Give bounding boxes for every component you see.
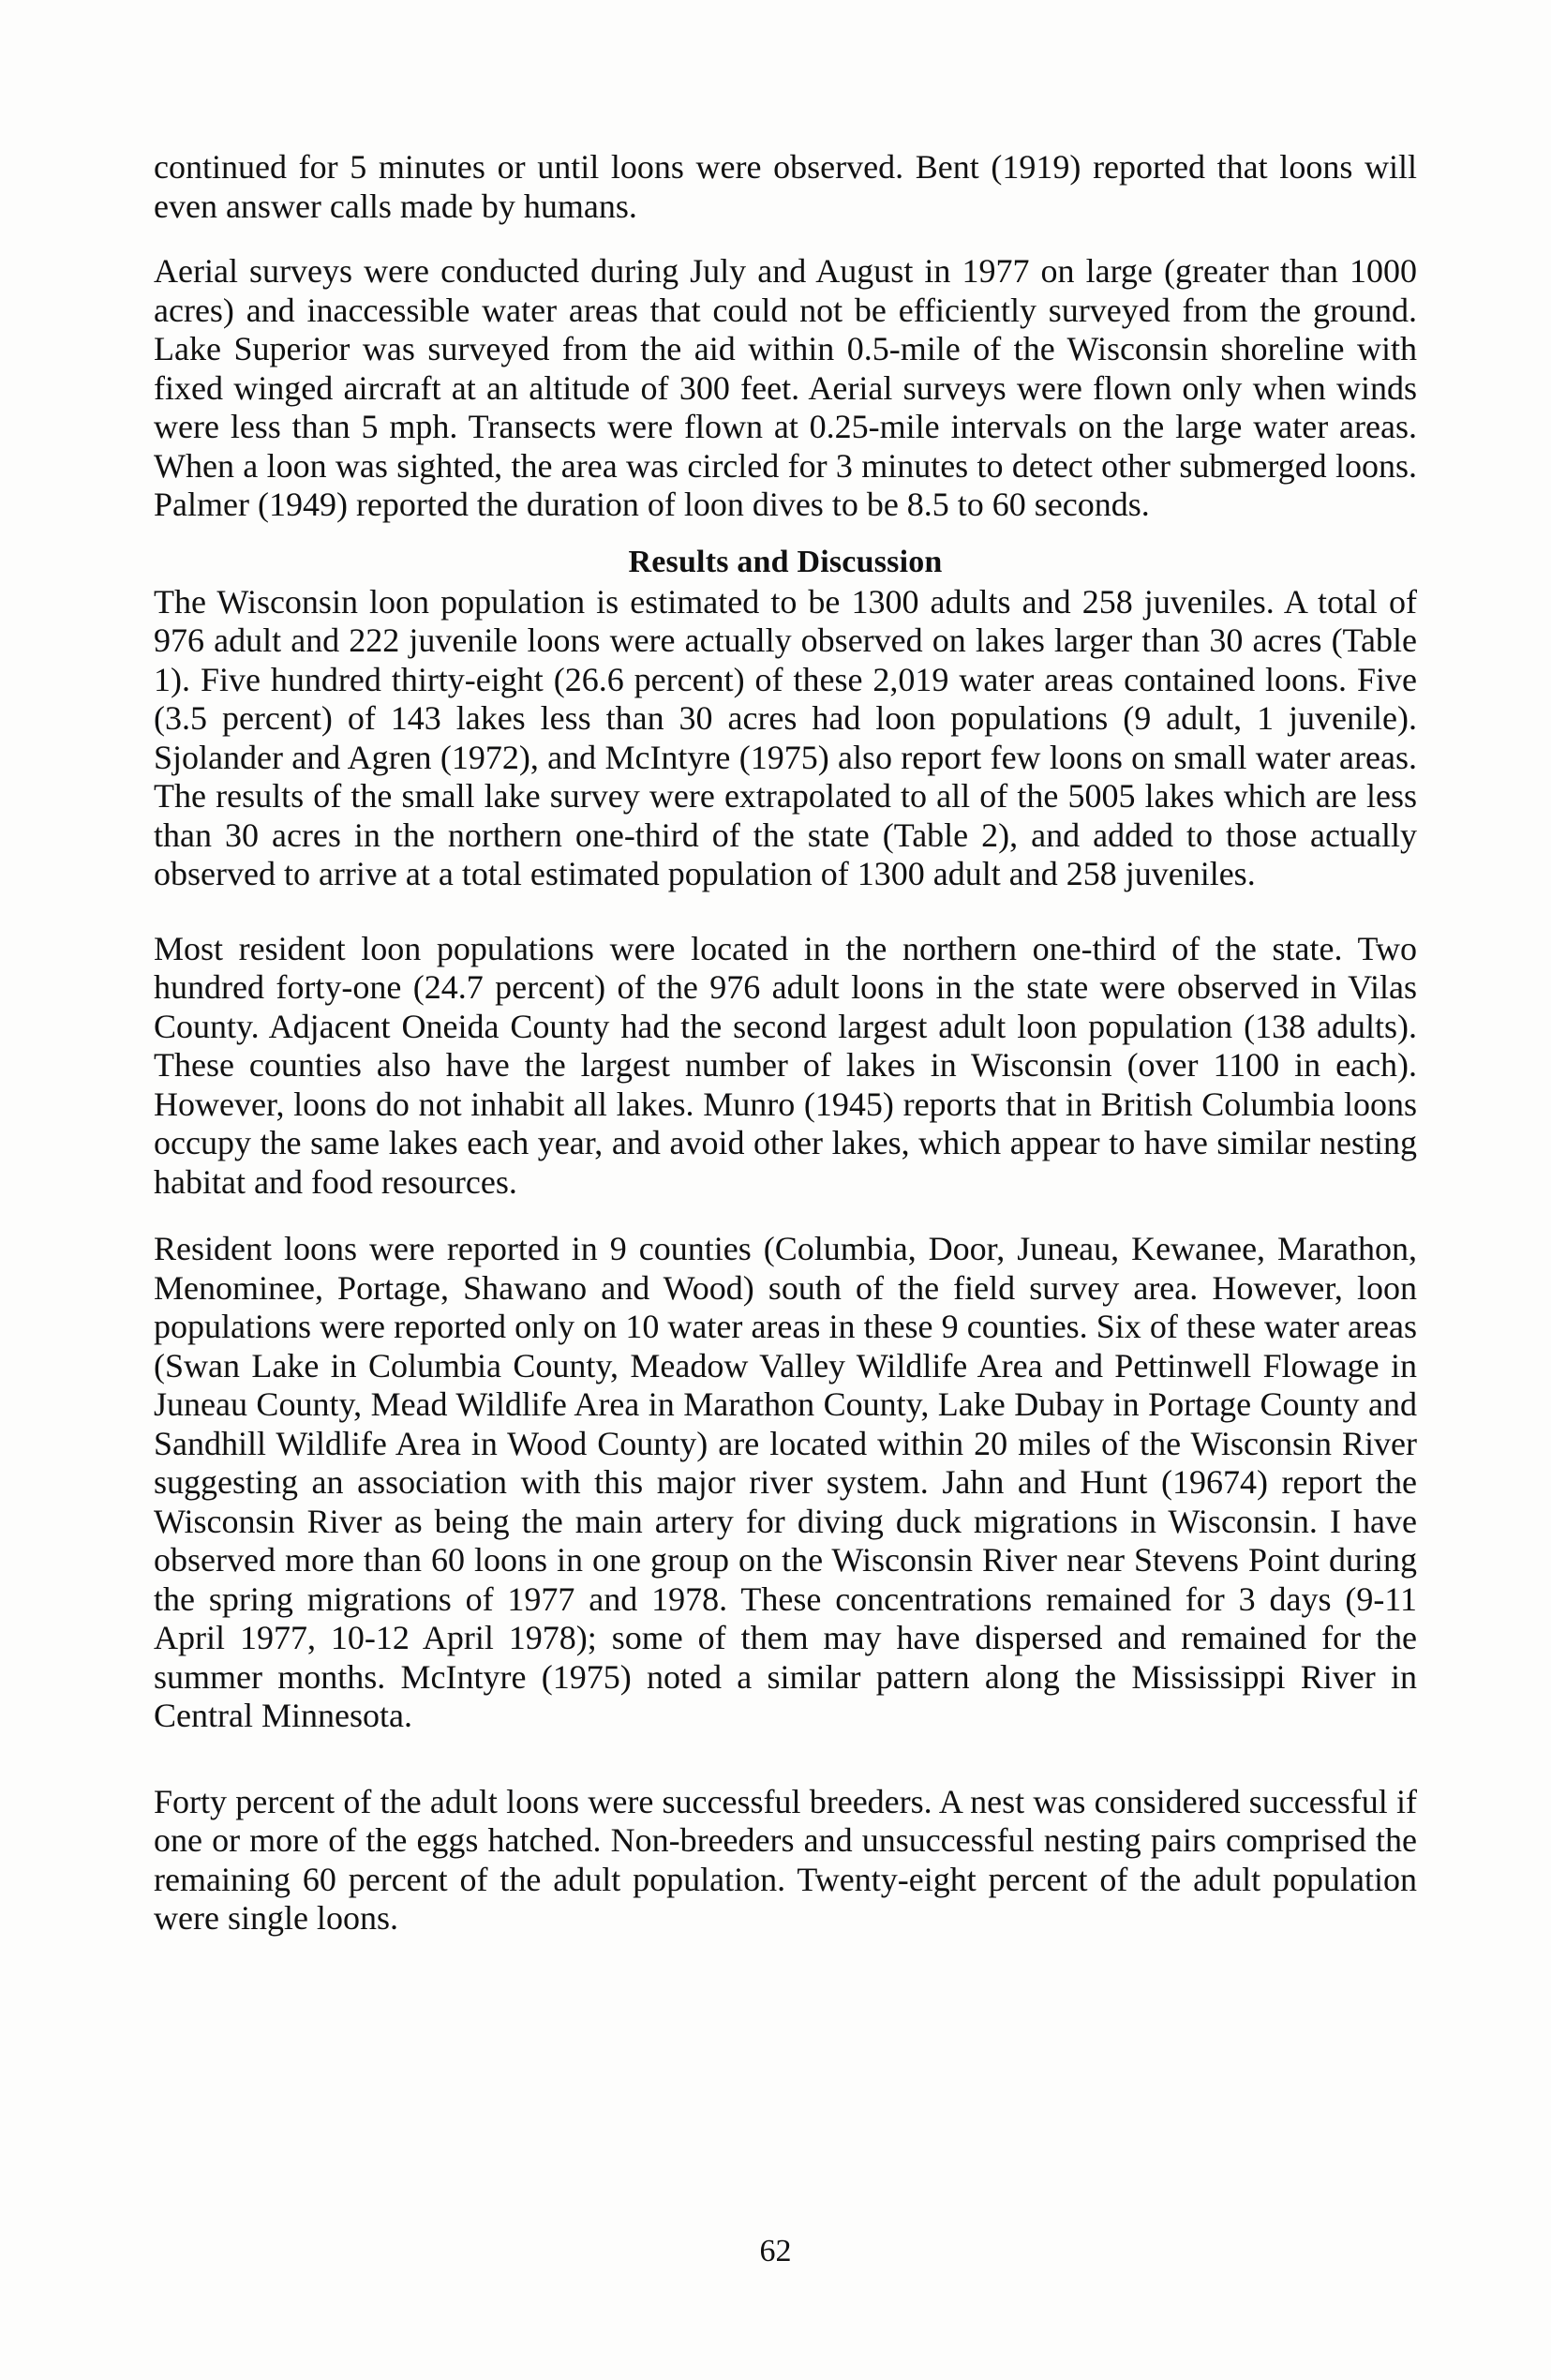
paragraph-population-estimate: The Wisconsin loon population is estimated to be 1300 adults and 258 juveniles. A total of 976 adult and 222 juvenile loons were actually observed on lakes larger than 30 acres (Table 1). Five hundred thirty-eight (26.6 percent) of these 2,019 water areas contained loons. Five (3.5 percent) of 143 lakes less than 30 acres had loon populations (9 adult, 1 juvenile). Sjolander and Agren (1972), and McIntyre (1975) also report few loons on small water areas. The results of the small lake survey were extrapolated to all of the 5005 lakes which are less than 30 acres in the northern one-third of the state (Table 2), and added to those actually observed to arrive at a total estimated population of 1300 adult and 258 juveniles. — [154, 582, 1417, 892]
paragraph-aerial-surveys: Aerial surveys were conducted during July and August in 1977 on large (greater than 1000 acres) and inaccessible water areas that could not be efficiently surveyed from the ground. Lake Superior was surveyed from the aid within 0.5-mile of the Wisconsin shoreline with fixed winged aircraft at an altitude of 300 feet. Aerial surveys were flown only when winds were less than 5 mph. Transects were flown at 0.25-mile intervals on the large water areas. When a loon was sighted, the area was circled for 3 minutes to detect other submerged loons. Palmer (1949) reported the duration of loon dives to be 8.5 to 60 seconds. — [154, 252, 1417, 523]
paragraph-intro: continued for 5 minutes or until loons were observed. Bent (1919) reported that loons will even answer calls made by humans. — [154, 148, 1417, 225]
paragraph-southern-counties: Resident loons were reported in 9 counties (Columbia, Door, Juneau, Kewanee, Marathon, Menominee, Portage, Shawano and Wood) south of the field survey area. However, loon populations were reported only on 10 water areas in these 9 counties. Six of these water areas (Swan Lake in Columbia County, Meadow Valley Wildlife Area and Pettinwell Flowage in Juneau County, Mead Wildlife Area in Marathon County, Lake Dubay in Portage County and Sandhill Wildlife Area in Wood County) are located within 20 miles of the Wisconsin River suggesting an association with this major river system. Jahn and Hunt (19674) report the Wisconsin River as being the main artery for diving duck migrations in Wisconsin. I have observed more than 60 loons in one group on the Wisconsin River near Stevens Point during the spring migrations of 1977 and 1978. These concentrations remained for 3 days (9-11 April 1977, 10-12 April 1978); some of them may have dispersed and remained for the summer months. McIntyre (1975) noted a similar pattern along the Mississippi River in Central Minnesota. — [154, 1230, 1417, 1734]
section-heading: Results and Discussion — [628, 544, 943, 579]
text-column — [154, 148, 1417, 1938]
paragraph-northern-distribution: Most resident loon populations were located in the northern one-third of the state. Two hundred forty-one (24.7 percent) of the 976 adult loons in the state were observed in Vilas County. Adjacent Oneida County had the second largest adult loon population (138 adults). These counties also have the largest number of lakes in Wisconsin (over 1100 in each). However, loons do not inhabit all lakes. Munro (1945) reports that in British Columbia loons occupy the same lakes each year, and avoid other lakes, which appear to have similar nesting habitat and food resources. — [154, 929, 1417, 1201]
paragraph-breeding-success: Forty percent of the adult loons were successful breeders. A nest was considered successful if one or more of the eggs hatched. Non-breeders and unsuccessful nesting pairs comprised the remaining 60 percent of the adult population. Twenty-eight percent of the adult population were single loons. — [154, 1782, 1417, 1937]
page-number: 62 — [759, 2234, 792, 2268]
